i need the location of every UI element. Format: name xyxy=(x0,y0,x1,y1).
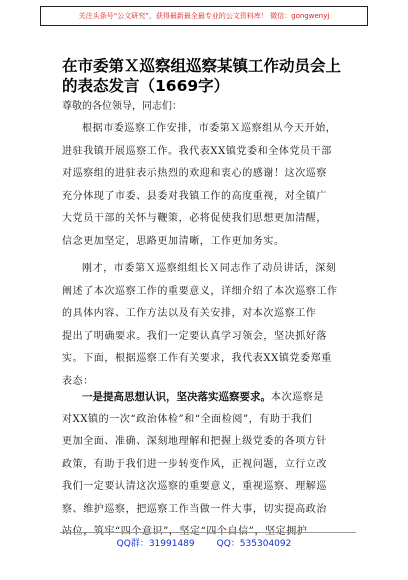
title-line-2: 的表态发言（1669字） xyxy=(62,77,230,95)
text-line: 实。下面，根据巡察工作有关要求，我代表XX镇党委郑重 xyxy=(62,353,332,364)
title-line-1: 在市委第Ｘ巡察组巡察某镇工作动员会上 xyxy=(62,57,342,75)
text-line: 大党员干部的关怀与鞭策，必将促使我们思想更加清醒， xyxy=(62,213,327,224)
text-line: 的具体内容、工作方法以及有关安排，对本次巡察工作 xyxy=(62,308,317,319)
footer-divider xyxy=(60,532,356,533)
text-line: 充分体现了市委、县委对我镇工作的高度重视，对全镇广 xyxy=(62,190,327,202)
text-line xyxy=(62,386,358,409)
footer-qq-group: QQ群：31991489 xyxy=(116,539,195,549)
text-line: 表态： xyxy=(62,375,94,387)
text-line: 根据市委巡察工作安排，市委第Ｘ巡察组从今天开始， xyxy=(82,123,337,134)
text-line: 阐述了本次巡察工作的重要意义，详细介绍了本次巡察工作 xyxy=(62,285,338,297)
section-heading: 一是提高思想认识，坚决落实巡察要求。 xyxy=(82,391,271,403)
paragraph-1 xyxy=(62,118,358,253)
banner-text: 关注头条号“公文研究”，获得最新最全最专业的公文资料库！ 微信：gongwenyj xyxy=(78,12,330,20)
greeting: 尊敬的各位领导，同志们： xyxy=(62,101,182,112)
text-line: 政策，有助于我们进一步转变作风，正视问题，立行立改 xyxy=(62,458,327,470)
text-line: 信念更加坚定，思路更加清晰，工作更加务实。 xyxy=(62,235,285,247)
text-line: 提出了明确要求。我们一定要认真学习领会，坚决抓好落 xyxy=(62,330,327,342)
document-title xyxy=(62,56,362,96)
text-line: 进驻我镇开展巡察工作。我代表XX镇党委和全体党员干部 xyxy=(62,145,332,157)
text-line: 我们一定要认清这次巡察的重要意义，重视巡察、理解巡 xyxy=(62,481,327,492)
text-line: 刚才，市委第Ｘ巡察组组长Ｘ同志作了动员讲话，深刻 xyxy=(82,263,337,274)
top-banner xyxy=(40,6,368,26)
text-run: 本次巡察是 xyxy=(271,392,324,403)
paragraph-3 xyxy=(62,386,358,544)
text-line: 察、维护巡察，把巡察工作当做一件大事，切实提高政治 xyxy=(62,503,327,515)
footer-qq: QQ：535304092 xyxy=(216,539,292,549)
footer xyxy=(0,536,408,549)
text-line: 对XX镇的一次“政治体检”和“全面检阅”，有助于我们 xyxy=(62,413,313,425)
text-line: 对巡察组的进驻表示热烈的欢迎和衷心的感谢！这次巡察 xyxy=(62,168,327,179)
paragraph-2 xyxy=(62,258,358,393)
text-line: 更加全面、准确、深刻地理解和把握上级党委的各项方针 xyxy=(62,436,327,447)
